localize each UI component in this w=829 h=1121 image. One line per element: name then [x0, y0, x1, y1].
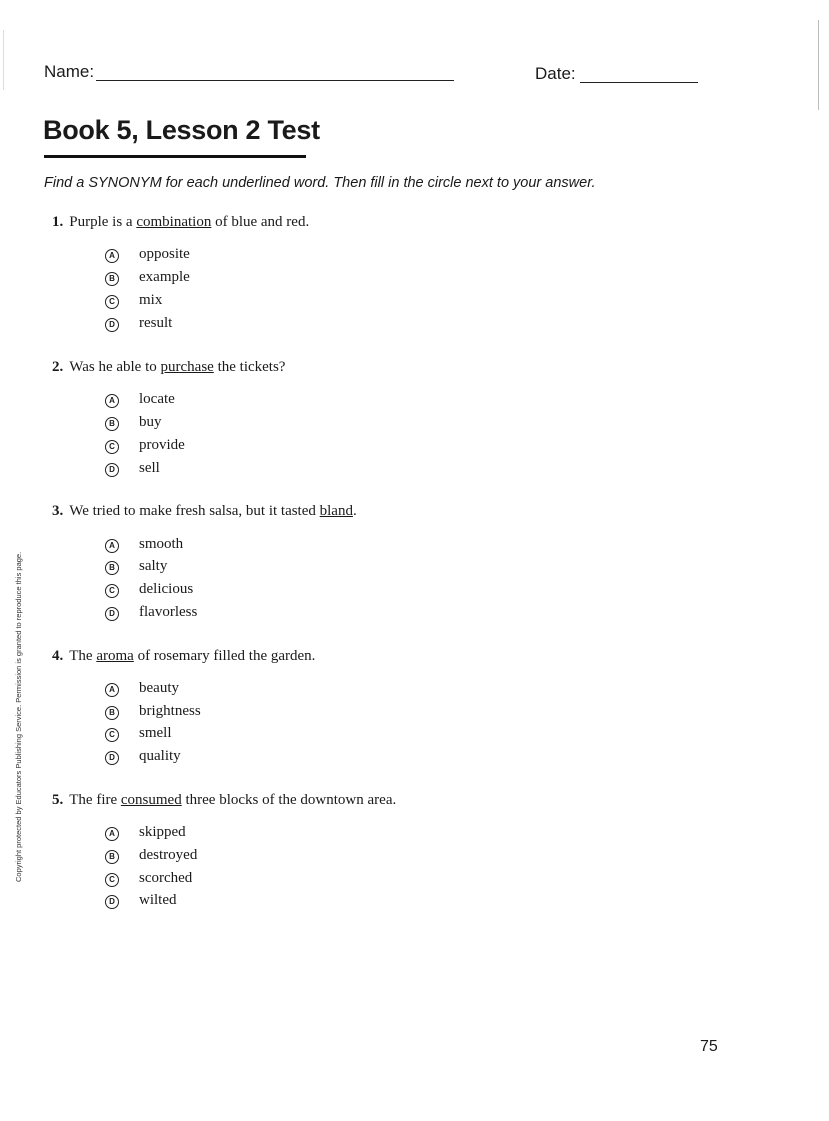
- bubble-a-icon[interactable]: A: [105, 394, 119, 408]
- choice-text: opposite: [139, 246, 190, 262]
- choice-text: example: [139, 269, 190, 285]
- choice-text: wilted: [139, 892, 177, 908]
- bubble-d-icon[interactable]: D: [105, 895, 119, 909]
- date-field[interactable]: [580, 82, 698, 83]
- underlined-word: bland: [319, 503, 353, 519]
- choice-text: quality: [139, 748, 181, 764]
- choice-text: delicious: [139, 581, 194, 597]
- underlined-word: aroma: [96, 648, 134, 664]
- question-text: of rosemary filled the garden.: [133, 648, 316, 664]
- question-text: We tried to make fresh salsa, but it tasted: [69, 503, 320, 519]
- underlined-word: purchase: [160, 359, 214, 375]
- choice-text: salty: [139, 558, 168, 574]
- bubble-b-icon[interactable]: B: [105, 561, 119, 575]
- name-label: Name:: [44, 62, 95, 81]
- question-2: [52, 359, 285, 376]
- question-number: 5.: [52, 792, 64, 808]
- question-1: [52, 214, 309, 231]
- bubble-a-icon[interactable]: A: [105, 827, 119, 841]
- question-number: 3.: [52, 503, 64, 519]
- bubble-c-icon[interactable]: C: [105, 728, 119, 742]
- bubble-c-icon[interactable]: C: [105, 295, 119, 309]
- question-text: the tickets?: [213, 359, 286, 375]
- bubble-c-icon[interactable]: C: [105, 440, 119, 454]
- title-underline: [44, 155, 306, 158]
- bubble-a-icon[interactable]: A: [105, 249, 119, 263]
- date-label: Date:: [535, 64, 576, 83]
- bubble-d-icon[interactable]: D: [105, 463, 119, 477]
- bubble-d-icon[interactable]: D: [105, 318, 119, 332]
- question-text: .: [352, 503, 357, 519]
- choice-text: sell: [139, 460, 160, 476]
- underlined-word: consumed: [120, 792, 182, 808]
- choice-text: provide: [139, 437, 185, 453]
- question-number: 4.: [52, 648, 64, 664]
- bubble-c-icon[interactable]: C: [105, 584, 119, 598]
- bubble-a-icon[interactable]: A: [105, 539, 119, 553]
- bubble-b-icon[interactable]: B: [105, 417, 119, 431]
- question-text: Purple is a: [69, 214, 137, 230]
- choice-text: destroyed: [139, 847, 198, 863]
- question-5: [52, 792, 396, 809]
- question-text: three blocks of the downtown area.: [181, 792, 397, 808]
- bubble-b-icon[interactable]: B: [105, 272, 119, 286]
- bubble-a-icon[interactable]: A: [105, 683, 119, 697]
- choice-text: result: [139, 315, 173, 331]
- choice-text: skipped: [139, 824, 186, 840]
- choice-text: beauty: [139, 680, 179, 696]
- scan-edge-mark: [818, 20, 819, 110]
- scan-edge-mark: [3, 30, 4, 90]
- choice-text: buy: [139, 414, 162, 430]
- question-number: 1.: [52, 214, 64, 230]
- question-text: The: [69, 648, 97, 664]
- question-text: Was he able to: [69, 359, 161, 375]
- copyright-notice: Copyright protected by Educators Publishing Service. Permission is granted to reproduce this page.: [14, 551, 23, 882]
- instructions: Find a SYNONYM for each underlined word. Then fill in the circle next to your answer.: [44, 175, 596, 191]
- question-number: 2.: [52, 359, 64, 375]
- choice-text: mix: [139, 292, 163, 308]
- bubble-d-icon[interactable]: D: [105, 607, 119, 621]
- question-3: [52, 503, 357, 520]
- choice-text: scorched: [139, 870, 193, 886]
- choice-text: smooth: [139, 536, 184, 552]
- bubble-b-icon[interactable]: B: [105, 850, 119, 864]
- question-text: of blue and red.: [211, 214, 310, 230]
- page-number: 75: [700, 1038, 718, 1055]
- question-4: [52, 648, 315, 665]
- choice-text: smell: [139, 725, 172, 741]
- choice-text: brightness: [139, 703, 201, 719]
- bubble-c-icon[interactable]: C: [105, 873, 119, 887]
- choice-text: locate: [139, 391, 175, 407]
- bubble-b-icon[interactable]: B: [105, 706, 119, 720]
- bubble-d-icon[interactable]: D: [105, 751, 119, 765]
- underlined-word: combination: [136, 214, 212, 230]
- question-text: The fire: [69, 792, 121, 808]
- choice-text: flavorless: [139, 604, 198, 620]
- name-field[interactable]: [96, 80, 454, 81]
- page-title: Book 5, Lesson 2 Test: [43, 115, 320, 145]
